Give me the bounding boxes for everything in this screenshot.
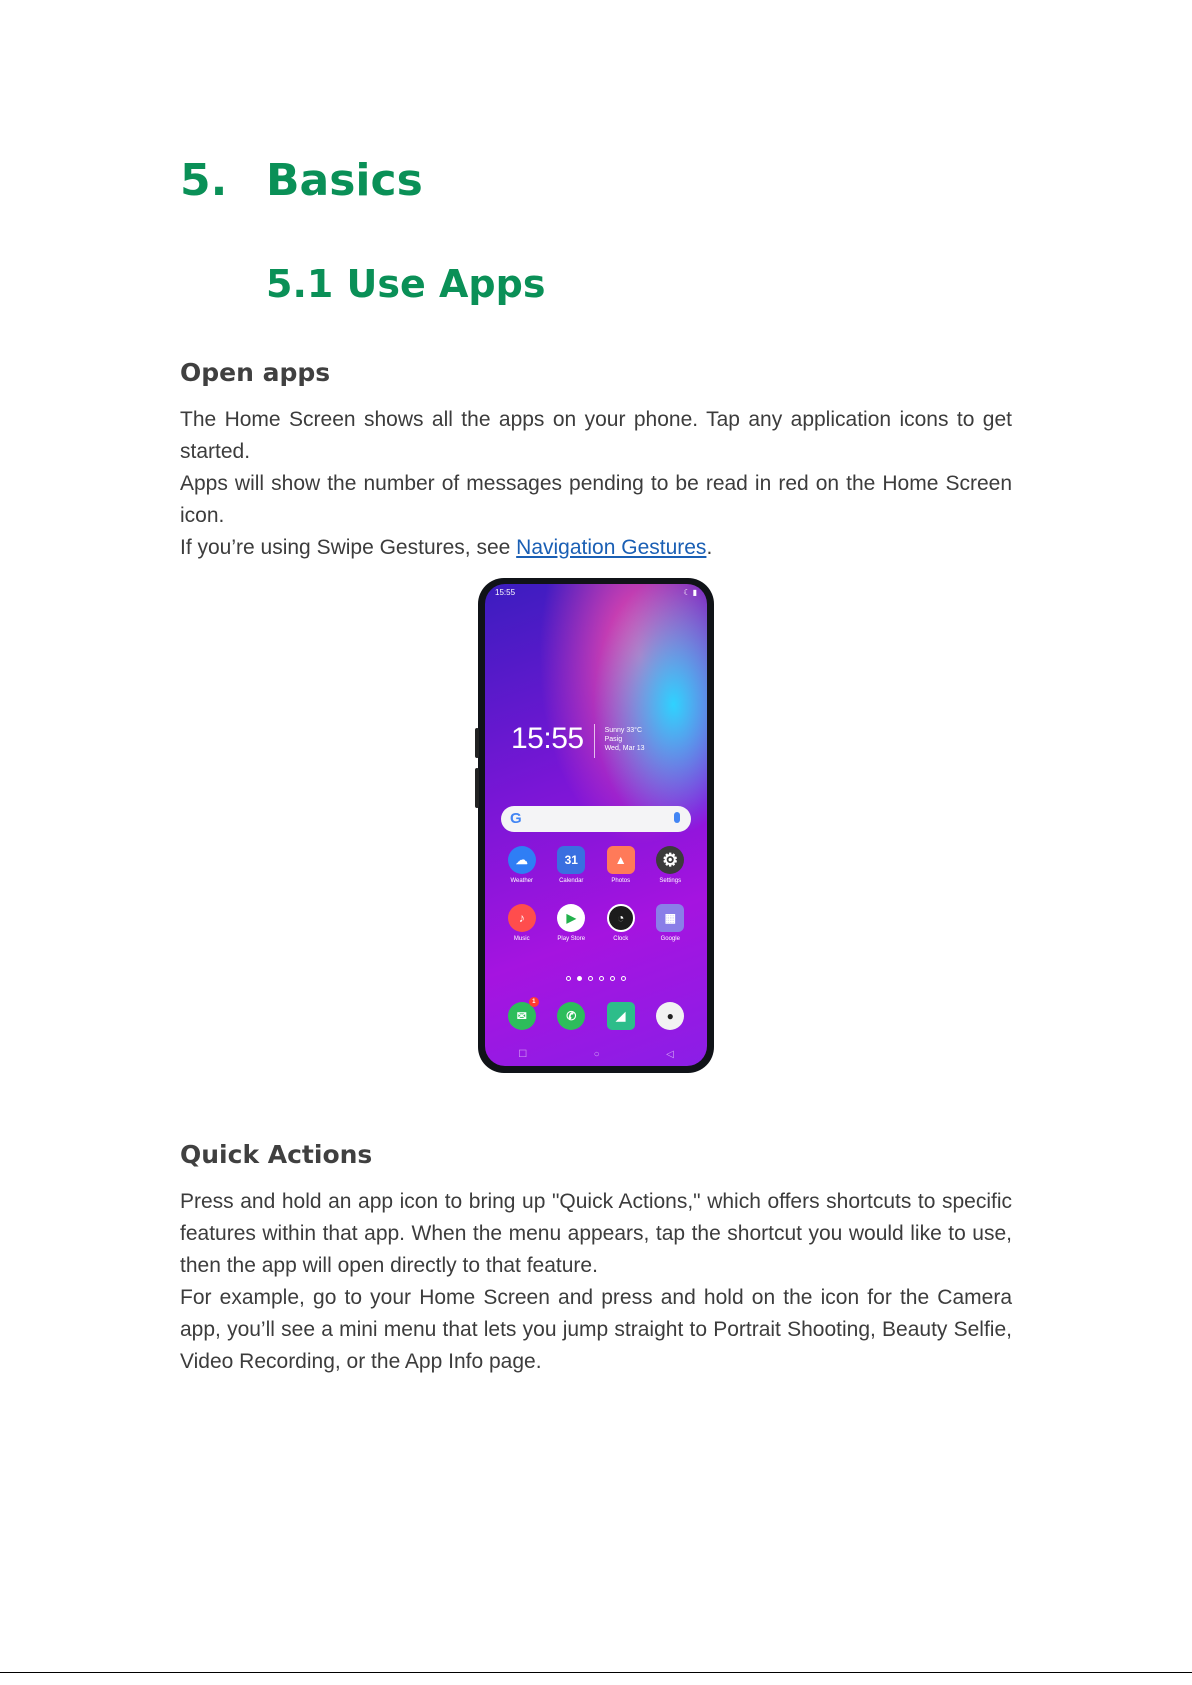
app-messaging [497,999,547,1030]
app-label: Calendar [559,878,584,884]
status-bar [495,588,697,602]
open-apps-paragraph-2: Apps will show the number of messages pending to be read in red on the Home Screen icon. [180,472,1012,527]
unread-badge: 1 [529,997,539,1007]
app-clock [596,904,646,942]
home-icon: ○ [593,1049,600,1060]
open-apps-text [180,404,1012,564]
clock-icon: ◔ [607,904,635,932]
quick-actions-heading: Quick Actions [180,1140,373,1169]
camera-icon: ● [656,1002,684,1030]
page-dot [610,976,615,981]
app-label: Google [660,936,680,942]
quick-actions-paragraph-2: For example, go to your Home Screen and press and hold on the icon for the Camera app, you’ll see a mini menu that lets you jump straight to Portrait Shooting, Beauty Selfie, Video Recording, or the App Info page. [180,1286,1012,1373]
google-logo-icon: G [510,810,522,827]
app-row-1 [497,846,695,884]
chapter-heading [180,155,423,206]
messages-icon: ◢ [607,1002,635,1030]
page-dot-active [577,976,582,981]
phone-screen [485,584,707,1066]
play-store-icon: ▶ [557,904,585,932]
volume-button-2 [475,768,479,808]
photos-icon: ▲ [607,846,635,874]
google-folder-icon: ▦ [656,904,684,932]
weather-icon: ☁ [508,846,536,874]
app-settings [646,846,696,884]
app-label: Photos [611,878,631,884]
footer-rule [0,1672,1192,1673]
phone-icon: ✆ [557,1002,585,1030]
swipe-prefix: If you’re using Swipe Gestures, see [180,536,517,559]
app-calendar [547,846,597,884]
app-music [497,904,547,942]
app-photos [596,846,646,884]
app-camera [646,1002,696,1030]
clock-time: 15:55 [511,722,584,755]
page-indicator [485,976,707,981]
open-apps-paragraph-1: The Home Screen shows all the apps on your phone. Tap any application icons to get started. [180,408,1012,463]
chapter-number: 5. [180,155,228,206]
weather-line-1: Sunny 33°C [604,727,643,734]
navigation-gestures-link[interactable]: Navigation Gestures [516,536,707,559]
app-label: Play Store [557,936,586,942]
app-messages [596,1002,646,1030]
swipe-suffix: . [706,536,713,559]
page-dot [621,976,626,981]
status-time: 15:55 [495,588,516,597]
app-label: Music [513,936,530,942]
app-weather [497,846,547,884]
app-label: Settings [659,878,682,884]
open-apps-heading: Open apps [180,358,331,387]
quick-actions-paragraph-1: Press and hold an app icon to bring up "Quick Actions," which offers shortcuts to specific features within that app. When the menu appears, tap the shortcut you would like to use, then the app will open directly to that feature. [180,1190,1012,1277]
chat-icon: ✉ 1 [508,1002,536,1030]
app-play-store [547,904,597,942]
app-label: Clock [613,936,629,942]
app-row-2 [497,904,695,942]
app-label: Weather [510,878,534,884]
battery-icon: ☾ ▮ [683,588,697,597]
weather-widget [605,722,645,753]
swipe-gestures-note [180,532,1012,564]
gear-icon: ⚙ [656,846,684,874]
clock-widget [511,722,645,758]
microphone-icon [674,812,680,823]
quick-actions-text [180,1186,1012,1378]
calendar-icon: 31 [557,846,585,874]
weather-line-2: Pasig [604,736,623,743]
page-dot [588,976,593,981]
dock [497,999,695,1030]
menu-icon: ☐ [518,1049,528,1060]
page-dot [599,976,604,981]
page-dot [566,976,571,981]
app-google-folder [646,904,696,942]
google-search-bar [501,806,691,832]
weather-line-3: Wed, Mar 13 [604,745,645,752]
chapter-title: Basics [266,155,423,206]
widget-divider [594,724,595,758]
volume-button [475,728,479,758]
back-icon: ◁ [666,1049,674,1060]
phone-illustration [478,578,714,1073]
navigation-bar [485,1049,707,1060]
music-icon: ♪ [508,904,536,932]
section-heading: 5.1 Use Apps [266,262,546,306]
app-phone [547,1002,597,1030]
